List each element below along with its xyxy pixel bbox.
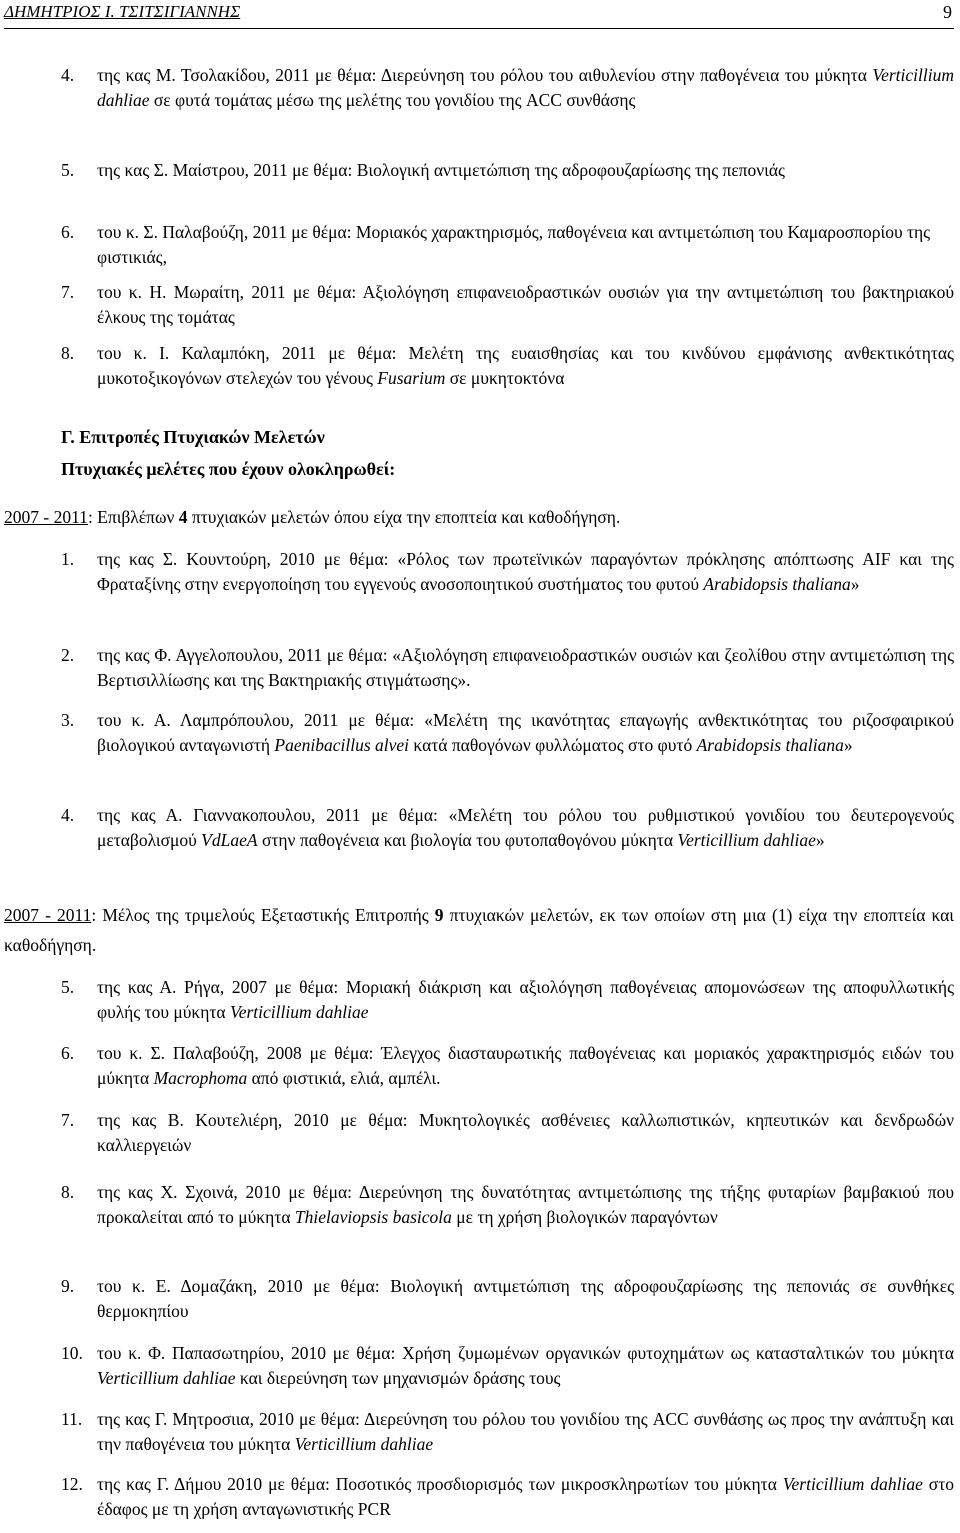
section-subtitle: Πτυχιακές μελέτες που έχουν ολοκληρωθεί: (61, 459, 396, 479)
list-item: 8. της κας Χ. Σχοινά, 2010 με θέμα: Διερεύνηση της δυνατότητας αντιμετώπισης της τήξης φυταρίων βαμβακιού που προκαλείται από το μύκητα Thielaviopsis basicola με τη χρήση βιολογικών παραγόντων (61, 1182, 954, 1227)
list-item: 10. του κ. Φ. Παπασωτηρίου, 2010 με θέμα: Χρήση ζυμωμένων οργανικών φυτοχημάτων ως κατασταλτικών του μύκητα Verticillium dahliae και διερεύνηση των μηχανισμών δράσης τους (61, 1343, 954, 1388)
period-date: 2007 - 2011 (4, 507, 88, 527)
list-item: 7. του κ. Η. Μωραίτη, 2011 με θέμα: Αξιολόγηση επιφανειοδραστικών ουσιών για την αντιμετώπιση του βακτηριακού έλκους της τομάτας (61, 282, 954, 327)
period-paragraph: 2007 - 2011: Επιβλέπων 4 πτυχιακών μελετών όπου είχα την εποπτεία και καθοδήγηση. (4, 507, 621, 527)
list-item: 7. της κας Β. Κουτελιέρη, 2010 με θέμα: Μυκητολογικές ασθένειες καλλωπιστικών, κηπευτικών και δενδρωδών καλλιεργειών (61, 1110, 954, 1155)
list-item: 6. του κ. Σ. Παλαβούζη, 2011 με θέμα: Μοριακός χαρακτηρισμός, παθογένεια και αντιμετώπιση του Καμαροσπορίου της φιστικιάς, (61, 222, 931, 267)
list-item: 5. της κας Σ. Μαίστρου, 2011 με θέμα: Βιολογική αντιμετώπιση της αδροφουζαρίωσης της πεπονιάς (61, 160, 785, 180)
list-item: 4. της κας Α. Γιαννακοπουλου, 2011 με θέμα: «Μελέτη του ρόλου του ρυθμιστικού γονιδίου του δευτερογενούς μεταβολισμού VdLaeA στην παθογένεια και βιολογία του φυτοπαθογόνου μύκητα Verticillium dahliae» (61, 805, 954, 850)
list-item: 9. του κ. Ε. Δομαζάκη, 2010 με θέμα: Βιολογική αντιμετώπιση της αδροφουζαρίωσης της πεπονιάς σε συνθήκες θερμοκηπίου (61, 1276, 954, 1321)
list-item: 1. της κας Σ. Κουντούρη, 2010 με θέμα: «Ρόλος των πρωτεϊνικών παραγόντων πρόκλησης απόπτωσης AIF και της Φραταξίνης στην ενεργοποίηση του εγγενούς ανοσοποιητικού συστήματος του φυτού Arabidopsis thaliana» (61, 549, 954, 594)
page-header (4, 2, 954, 29)
page-number: 9 (943, 2, 952, 22)
list-item: 2. της κας Φ. Αγγελοπουλου, 2011 με θέμα: «Αξιολόγηση επιφανειοδραστικών ουσιών και ζεολίθου στην αντιμετώπιση της Βερτισιλλίωσης και της Βακτηριακής στιγμάτωσης». (61, 645, 954, 690)
list-item: 6. του κ. Σ. Παλαβούζη, 2008 με θέμα: Έλεγχος διασταυρωτικής παθογένειας και μοριακός χαρακτηρισμός ειδών του μύκητα Macrophoma από φιστικιά, ελιά, αμπέλι. (61, 1043, 954, 1088)
list-item: 8. του κ. Ι. Καλαμπόκη, 2011 με θέμα: Μελέτη της ευαισθησίας και του κινδύνου εμφάνισης ανθεκτικότητας μυκοτοξικογόνων στελεχών του γένους Fusarium σε μυκητοκτόνα (61, 343, 954, 388)
period-paragraph: 2007 - 2011: Μέλος της τριμελούς Εξεταστικής Επιτροπής 9 πτυχιακών μελετών, εκ των οποίων στη μια (1) είχα την εποπτεία και καθοδήγηση. (4, 905, 954, 955)
period-date: 2007 - 2011 (4, 905, 92, 925)
list-item: 3. του κ. Α. Λαμπρόπουλου, 2011 με θέμα: «Μελέτη της ικανότητας επαγωγής ανθεκτικότητας του ριζοσφαιρικού βιολογικού ανταγωνιστή Paenibacillus alvei κατά παθογόνων φυλλώματος στο φυτό Arabidopsis thaliana» (61, 710, 954, 755)
list-item: 5. της κας Α. Ρήγα, 2007 με θέμα: Μοριακή διάκριση και αξιολόγηση παθογένειας απομονώσεων της αποφυλλωτικής φυλής του μύκητα Verticillium dahliae (61, 977, 954, 1022)
section-title: Γ. Επιτροπές Πτυχιακών Μελετών (61, 427, 325, 447)
list-item: 11. της κας Γ. Μητροσιια, 2010 με θέμα: Διερεύνηση του ρόλου του γονιδίου της ACC συνθάσης ως προς την ανάπτυξη και την παθογένεια του μύκητα Verticillium dahliae (61, 1409, 954, 1454)
header-author: ΔΗΜΗΤΡΙΟΣ Ι. ΤΣΙΤΣΙΓΙΑΝΝΗΣ (4, 2, 241, 21)
list-item: 4. της κας Μ. Τσολακίδου, 2011 με θέμα: Διερεύνηση του ρόλου του αιθυλενίου στην παθογένεια του μύκητα Verticillium dahliae σε φυτά τομάτας μέσω της μελέτης του γονιδίου της ACC συνθάσης (61, 65, 954, 110)
list-item: 12. της κας Γ. Δήμου 2010 με θέμα: Ποσοτικός προσδιορισμός των μικροσκληρωτίων του μύκητα Verticillium dahliae στο έδαφος με τη χρήση ανταγωνιστικής PCR (61, 1474, 954, 1519)
